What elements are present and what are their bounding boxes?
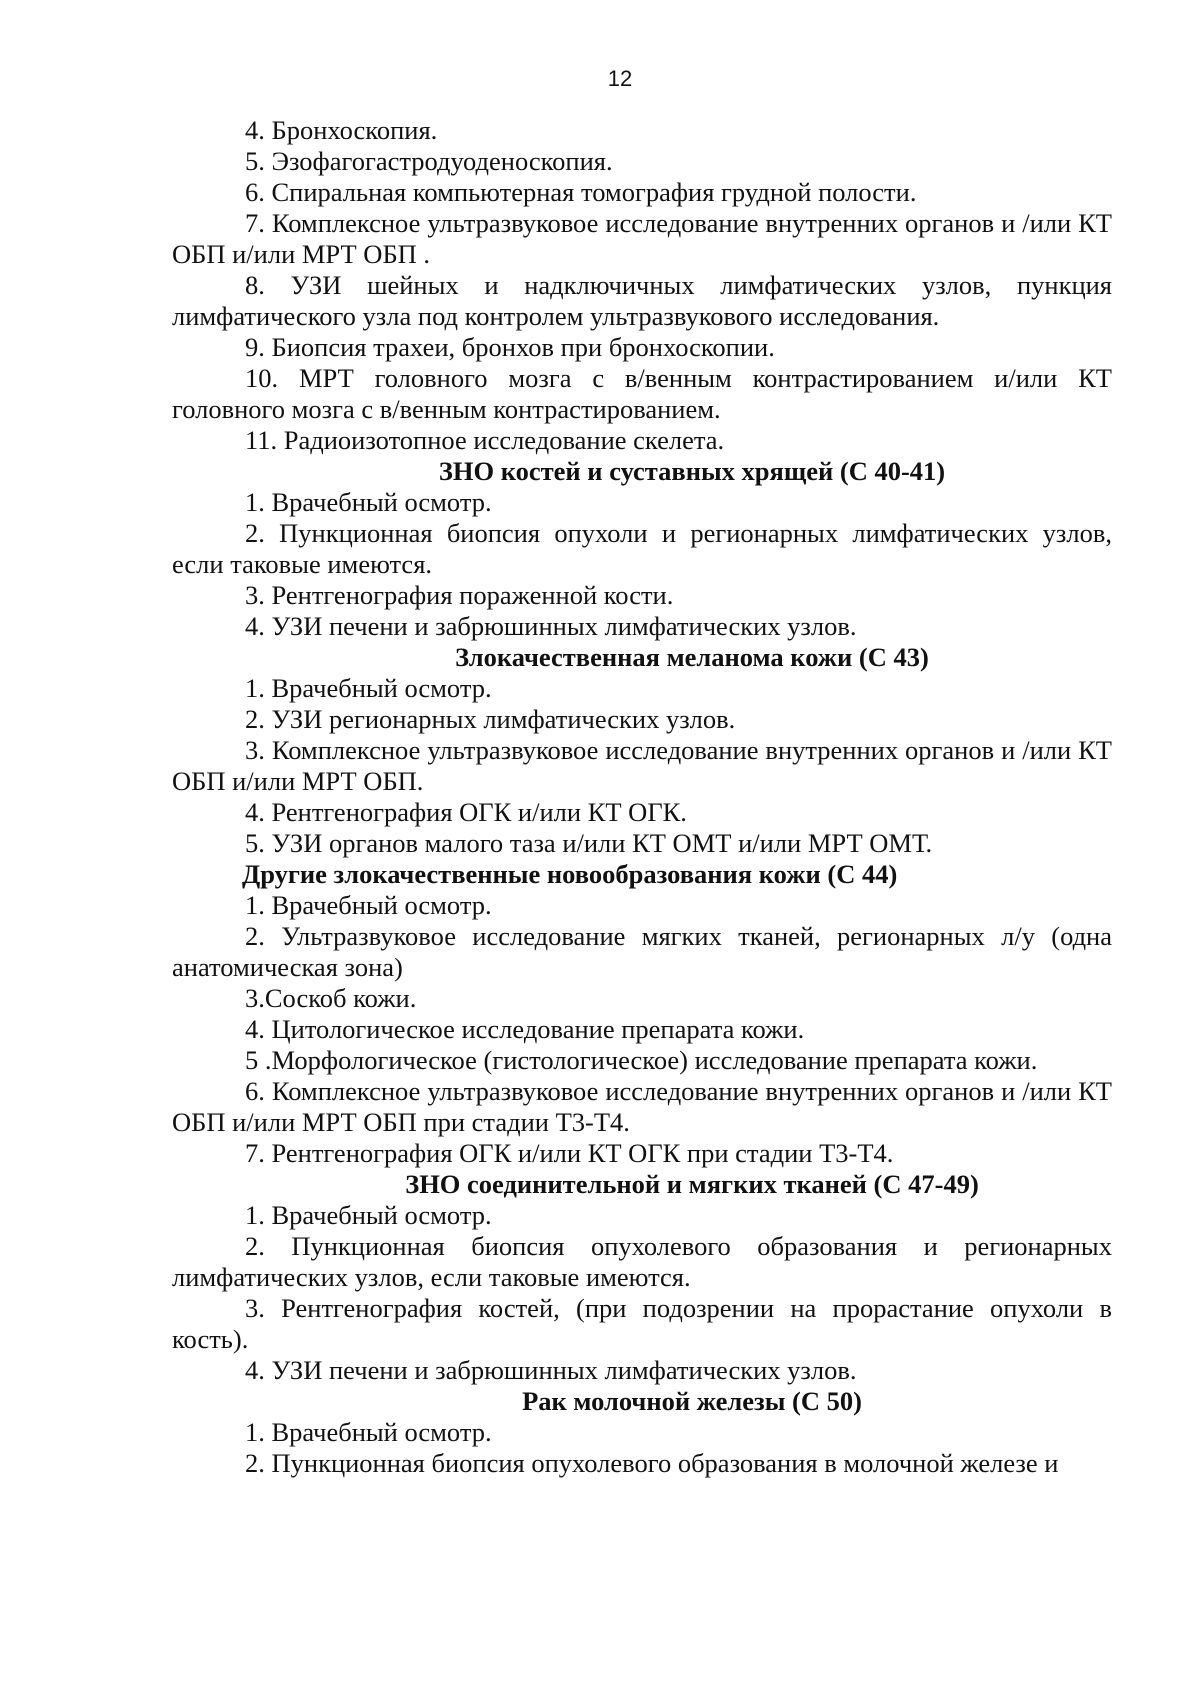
list-item: 2. Ультразвуковое исследование мягких тканей, регионарных л/у (одна анатомическая зона)	[172, 921, 1112, 982]
list-item: 2. Пункционная биопсия опухолевого образования и регионарных лимфатических узлов, если таковые имеются.	[172, 1231, 1112, 1292]
list-item: 3. Рентгенография пораженной кости.	[245, 580, 674, 610]
list-item: 4. Рентгенография ОГК и/или КТ ОГК.	[245, 797, 687, 827]
list-item: 1. Врачебный осмотр.	[245, 1417, 492, 1447]
section-heading: ЗНО соединительной и мягких тканей (С 47-49)	[405, 1169, 979, 1199]
section-heading: ЗНО костей и суставных хрящей (С 40-41)	[438, 456, 946, 486]
list-item: 3.Соскоб кожи.	[245, 983, 417, 1013]
list-item: 1. Врачебный осмотр.	[245, 1200, 492, 1230]
section-heading: Злокачественная меланома кожи (С 43)	[455, 642, 929, 672]
list-item: 1. Врачебный осмотр.	[245, 890, 492, 920]
list-item: 6. Комплексное ультразвуковое исследование внутренних органов и /или КТ ОБП и/или МРТ ОБП при стадии Т3-Т4.	[172, 1076, 1112, 1137]
list-item: 1. Врачебный осмотр.	[245, 487, 492, 517]
section-heading: Другие злокачественные новообразования кожи (С 44)	[242, 859, 898, 889]
list-item: 7. Комплексное ультразвуковое исследование внутренних органов и /или КТ ОБП и/или МРТ ОБП .	[172, 208, 1112, 269]
list-item: 7. Рентгенография ОГК и/или КТ ОГК при стадии Т3-Т4.	[245, 1138, 894, 1168]
list-item: 4. УЗИ печени и забрюшинных лимфатических узлов.	[245, 611, 857, 641]
list-item: 4. Бронхоскопия.	[245, 115, 438, 145]
list-item: 2. Пункционная биопсия опухолевого образования в молочной железе и	[245, 1448, 1059, 1478]
list-item: 2. УЗИ регионарных лимфатических узлов.	[245, 704, 736, 734]
list-item: 11. Радиоизотопное исследование скелета.	[245, 425, 725, 455]
section-heading: Рак молочной железы (С 50)	[522, 1386, 862, 1416]
list-item: 4. Цитологическое исследование препарата кожи.	[245, 1014, 805, 1044]
list-item: 1. Врачебный осмотр.	[245, 673, 492, 703]
list-item: 10. МРТ головного мозга с в/венным контрастированием и/или КТ головного мозга с в/венным контрастированием.	[172, 363, 1112, 424]
list-item: 5. Эзофагогастродуоденоскопия.	[245, 146, 613, 176]
list-item: 6. Спиральная компьютерная томография грудной полости.	[245, 177, 917, 207]
list-item: 5 .Морфологическое (гистологическое) исследование препарата кожи.	[245, 1045, 1038, 1075]
list-item: 9. Биопсия трахеи, бронхов при бронхоскопии.	[245, 332, 775, 362]
list-item: 2. Пункционная биопсия опухоли и регионарных лимфатических узлов, если таковые имеются.	[172, 518, 1112, 579]
list-item: 3. Рентгенография костей, (при подозрении на прорастание опухоли в кость).	[172, 1293, 1112, 1354]
list-item: 8. УЗИ шейных и надключичных лимфатических узлов, пункция лимфатического узла под контролем ультразвукового исследования.	[172, 270, 1112, 331]
list-item: 3. Комплексное ультразвуковое исследование внутренних органов и /или КТ ОБП и/или МРТ ОБП.	[172, 735, 1112, 796]
page-number: 12	[607, 66, 633, 91]
list-item: 5. УЗИ органов малого таза и/или КТ ОМТ и/или МРТ ОМТ.	[245, 828, 933, 858]
document-body	[172, 115, 1112, 1479]
list-item: 4. УЗИ печени и забрюшинных лимфатических узлов.	[245, 1355, 857, 1385]
